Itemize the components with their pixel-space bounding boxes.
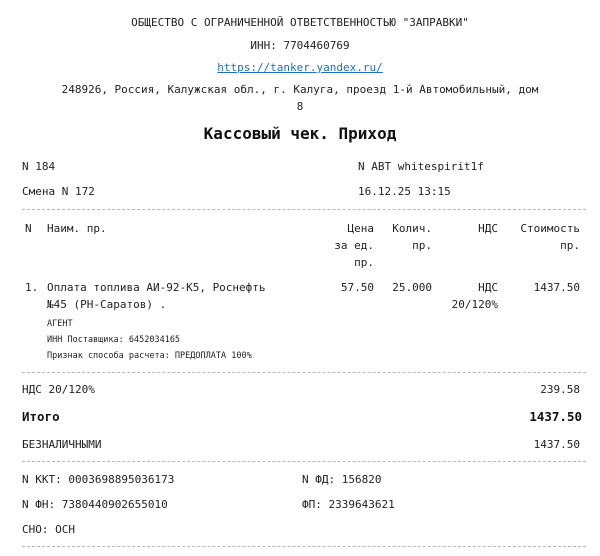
fn-number: N ФН: 7380440902655010 xyxy=(22,498,168,511)
cashless-label: БЕЗНАЛИЧНЫМИ xyxy=(22,438,102,451)
col-header-qty-2: пр. xyxy=(412,239,432,252)
receipt-number: N 184 xyxy=(22,160,56,173)
receipt-title: Кассовый чек. Приход xyxy=(203,124,397,143)
shift-number: Смена N 172 xyxy=(22,185,95,198)
cashless-value: 1437.50 xyxy=(533,438,580,451)
col-header-name: Наим. пр. xyxy=(47,222,107,235)
col-header-cost-2: пр. xyxy=(560,239,580,252)
col-header-price-2: за ед. xyxy=(334,239,374,252)
col-header-vat: НДС xyxy=(478,222,498,235)
separator xyxy=(22,546,586,547)
item-vat-line-2: 20/120% xyxy=(451,298,498,311)
item-price: 57.50 xyxy=(340,281,374,294)
item-name-line-2: №45 (РН-Саратов) . xyxy=(47,298,167,311)
separator xyxy=(22,372,586,373)
total-value: 1437.50 xyxy=(529,409,582,424)
terminal-id: N АВТ whitespirit1f xyxy=(358,160,484,173)
col-header-price-1: Цена xyxy=(347,222,374,235)
company-inn: ИНН: 7704460769 xyxy=(250,39,350,52)
address-line-2: 8 xyxy=(296,100,304,113)
item-agent: АГЕНТ xyxy=(47,319,73,329)
col-header-cost-1: Стоимость xyxy=(520,222,580,235)
tax-system: СНО: ОСН xyxy=(22,523,75,536)
vat-total-value: 239.58 xyxy=(540,383,580,396)
item-qty: 25.000 xyxy=(392,281,432,294)
company-name: ОБЩЕСТВО С ОГРАНИЧЕННОЙ ОТВЕТСТВЕННОСТЬЮ "ЗАПРАВКИ" xyxy=(131,16,469,29)
website-link[interactable]: https://tanker.yandex.ru/ xyxy=(217,61,383,74)
col-header-qty-1: Колич. xyxy=(392,222,432,235)
fd-number: N ФД: 156820 xyxy=(302,473,382,486)
address-line-1: 248926, Россия, Калужская обл., г. Калуга, проезд 1-й Автомобильный, дом xyxy=(61,83,539,96)
item-supplier-inn: ИНН Поставщика: 6452034165 xyxy=(47,335,181,345)
item-vat-line-1: НДС xyxy=(478,281,498,294)
item-name-line-1: Оплата топлива АИ-92-К5, Роснефть xyxy=(47,281,266,294)
separator xyxy=(22,209,586,210)
item-payment-method: Признак способа расчета: ПРЕДОПЛАТА 100% xyxy=(47,351,252,361)
kkt-number: N ККТ: 0003698895036173 xyxy=(22,473,175,486)
item-cost: 1437.50 xyxy=(533,281,580,294)
fp-number: ФП: 2339643621 xyxy=(302,498,395,511)
vat-total-label: НДС 20/120% xyxy=(22,383,95,396)
total-label: Итого xyxy=(22,409,60,424)
col-header-n: N xyxy=(25,222,32,235)
receipt-datetime: 16.12.25 13:15 xyxy=(358,185,451,198)
item-number: 1. xyxy=(25,281,39,294)
separator xyxy=(22,461,586,462)
col-header-price-3: пр. xyxy=(354,256,374,269)
